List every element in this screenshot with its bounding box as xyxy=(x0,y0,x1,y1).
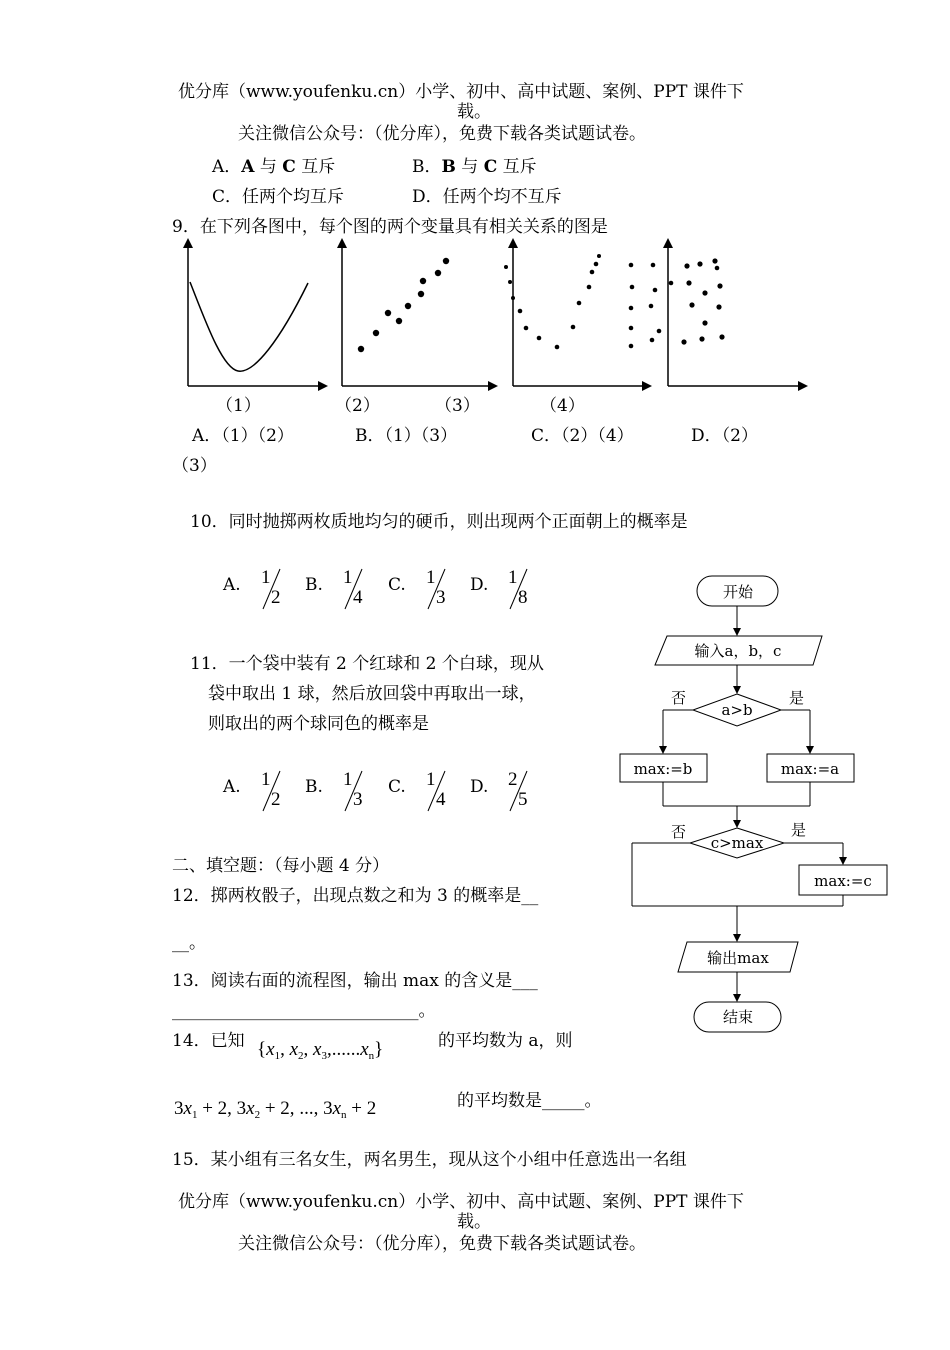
q9-label-2: （2） xyxy=(335,396,380,416)
q8-option-b: B．B 与 C 互斥 xyxy=(412,157,537,177)
q9-label-4: （4） xyxy=(540,396,585,416)
q10-option-b-fraction: 1 4 xyxy=(343,567,363,608)
q14-suffix-2: 的平均数是_____。 xyxy=(457,1091,602,1111)
q10-option-c-fraction: 1 3 xyxy=(426,567,446,608)
flow-assign-a: max:=a xyxy=(780,760,840,778)
q10-option-c-label: C. xyxy=(388,575,406,595)
q11-option-c-label: C. xyxy=(388,777,406,797)
q9-option-d: D．（2） xyxy=(691,426,758,446)
q10-option-b-label: B. xyxy=(305,575,323,595)
q12-line-1: 12．掷两枚骰子，出现点数之和为 3 的概率是__ xyxy=(172,886,539,906)
flow-no-1: 否 xyxy=(671,689,687,707)
flow-assign-b: max:=b xyxy=(633,760,693,778)
q11-option-b-label: B. xyxy=(305,777,323,797)
header-line-1: 优分库（www.youfenku.cn）小学、初中、高中试题、案例、PPT 课件下 xyxy=(178,82,744,102)
q9-label-3: （3） xyxy=(435,396,480,416)
q13-line-2: _____________________________。 xyxy=(172,1001,436,1021)
q14-prefix: 14．已知 xyxy=(172,1031,245,1051)
q15-stem: 15．某小组有三名女生，两名男生，现从这个小组中任意选出一名组 xyxy=(172,1150,687,1170)
q9-option-b: B．（1）（3） xyxy=(355,426,458,446)
flow-cond-2: c>max xyxy=(710,834,764,852)
section-2-title: 二、填空题：（每小题 4 分） xyxy=(172,856,390,876)
flow-cond-1: a>b xyxy=(721,701,753,719)
q10-stem: 10．同时抛掷两枚质地均匀的硬币，则出现两个正面朝上的概率是 xyxy=(190,512,688,532)
q11-line-3: 则取出的两个球同色的概率是 xyxy=(208,714,429,734)
flow-no-2: 否 xyxy=(671,823,687,841)
footer-line-1b: 载。 xyxy=(457,1212,491,1232)
q14-set-expression: {$x_1$, $x_2$, $x_3,......x_n$} xyxy=(257,1039,384,1062)
q11-line-1: 11．一个袋中装有 2 个红球和 2 个白球，现从 xyxy=(190,654,544,674)
flow-start: 开始 xyxy=(722,583,754,601)
flow-end: 结束 xyxy=(722,1008,754,1026)
flow-output: 输出max xyxy=(707,949,769,967)
flow-yes-2: 是 xyxy=(791,821,807,839)
header-line-2: 关注微信公众号：（优分库），免费下载各类试题试卷。 xyxy=(238,124,646,144)
q10-option-a-label: A. xyxy=(223,575,241,595)
q14-suffix-1: 的平均数为 a，则 xyxy=(438,1031,573,1051)
q12-line-2: __。 xyxy=(172,933,206,953)
q9-option-a: A．（1）（2） xyxy=(192,426,294,446)
flow-yes-1: 是 xyxy=(789,689,805,707)
q11-option-d-fraction: 2 5 xyxy=(508,769,528,810)
q11-option-a-label: A. xyxy=(223,777,241,797)
q11-option-b-fraction: 1 3 xyxy=(343,769,363,810)
q11-option-d-label: D. xyxy=(470,777,489,797)
q11-option-c-fraction: 1 4 xyxy=(426,769,446,810)
q14-transformed-expression: $3x_1 + 2$, $3x_2 + 2$, ..., $3x_n + 2$ xyxy=(174,1098,377,1121)
footer-line-1: 优分库（www.youfenku.cn）小学、初中、高中试题、案例、PPT 课件下 xyxy=(178,1192,744,1212)
footer-line-2: 关注微信公众号：（优分库），免费下载各类试题试卷。 xyxy=(238,1234,646,1254)
q11-line-2: 袋中取出 1 球，然后放回袋中再取出一球， xyxy=(208,684,536,704)
q9-stem: 9．在下列各图中，每个图的两个变量具有相关关系的图是 xyxy=(172,217,608,237)
header-line-1b: 载。 xyxy=(457,102,491,122)
q9-option-d-wrap: （3） xyxy=(172,456,217,476)
q10-option-a-fraction: 1 2 xyxy=(261,567,281,608)
q9-option-c: C．（2）（4） xyxy=(531,426,634,446)
flow-input: 输入a，b，c xyxy=(694,642,782,660)
q8-option-d: D．任两个均不互斥 xyxy=(412,187,562,207)
q10-option-d-fraction: 1 8 xyxy=(508,567,528,608)
q9-label-1: （1） xyxy=(216,396,261,416)
q10-option-d-label: D. xyxy=(470,575,489,595)
q13-line-1: 13．阅读右面的流程图，输出 max 的含义是___ xyxy=(172,971,538,991)
flow-assign-c: max:=c xyxy=(814,872,872,890)
q11-option-a-fraction: 1 2 xyxy=(261,769,281,810)
q8-option-a: A．A 与 C 互斥 xyxy=(212,157,336,177)
q8-option-c: C．任两个均互斥 xyxy=(212,187,345,207)
